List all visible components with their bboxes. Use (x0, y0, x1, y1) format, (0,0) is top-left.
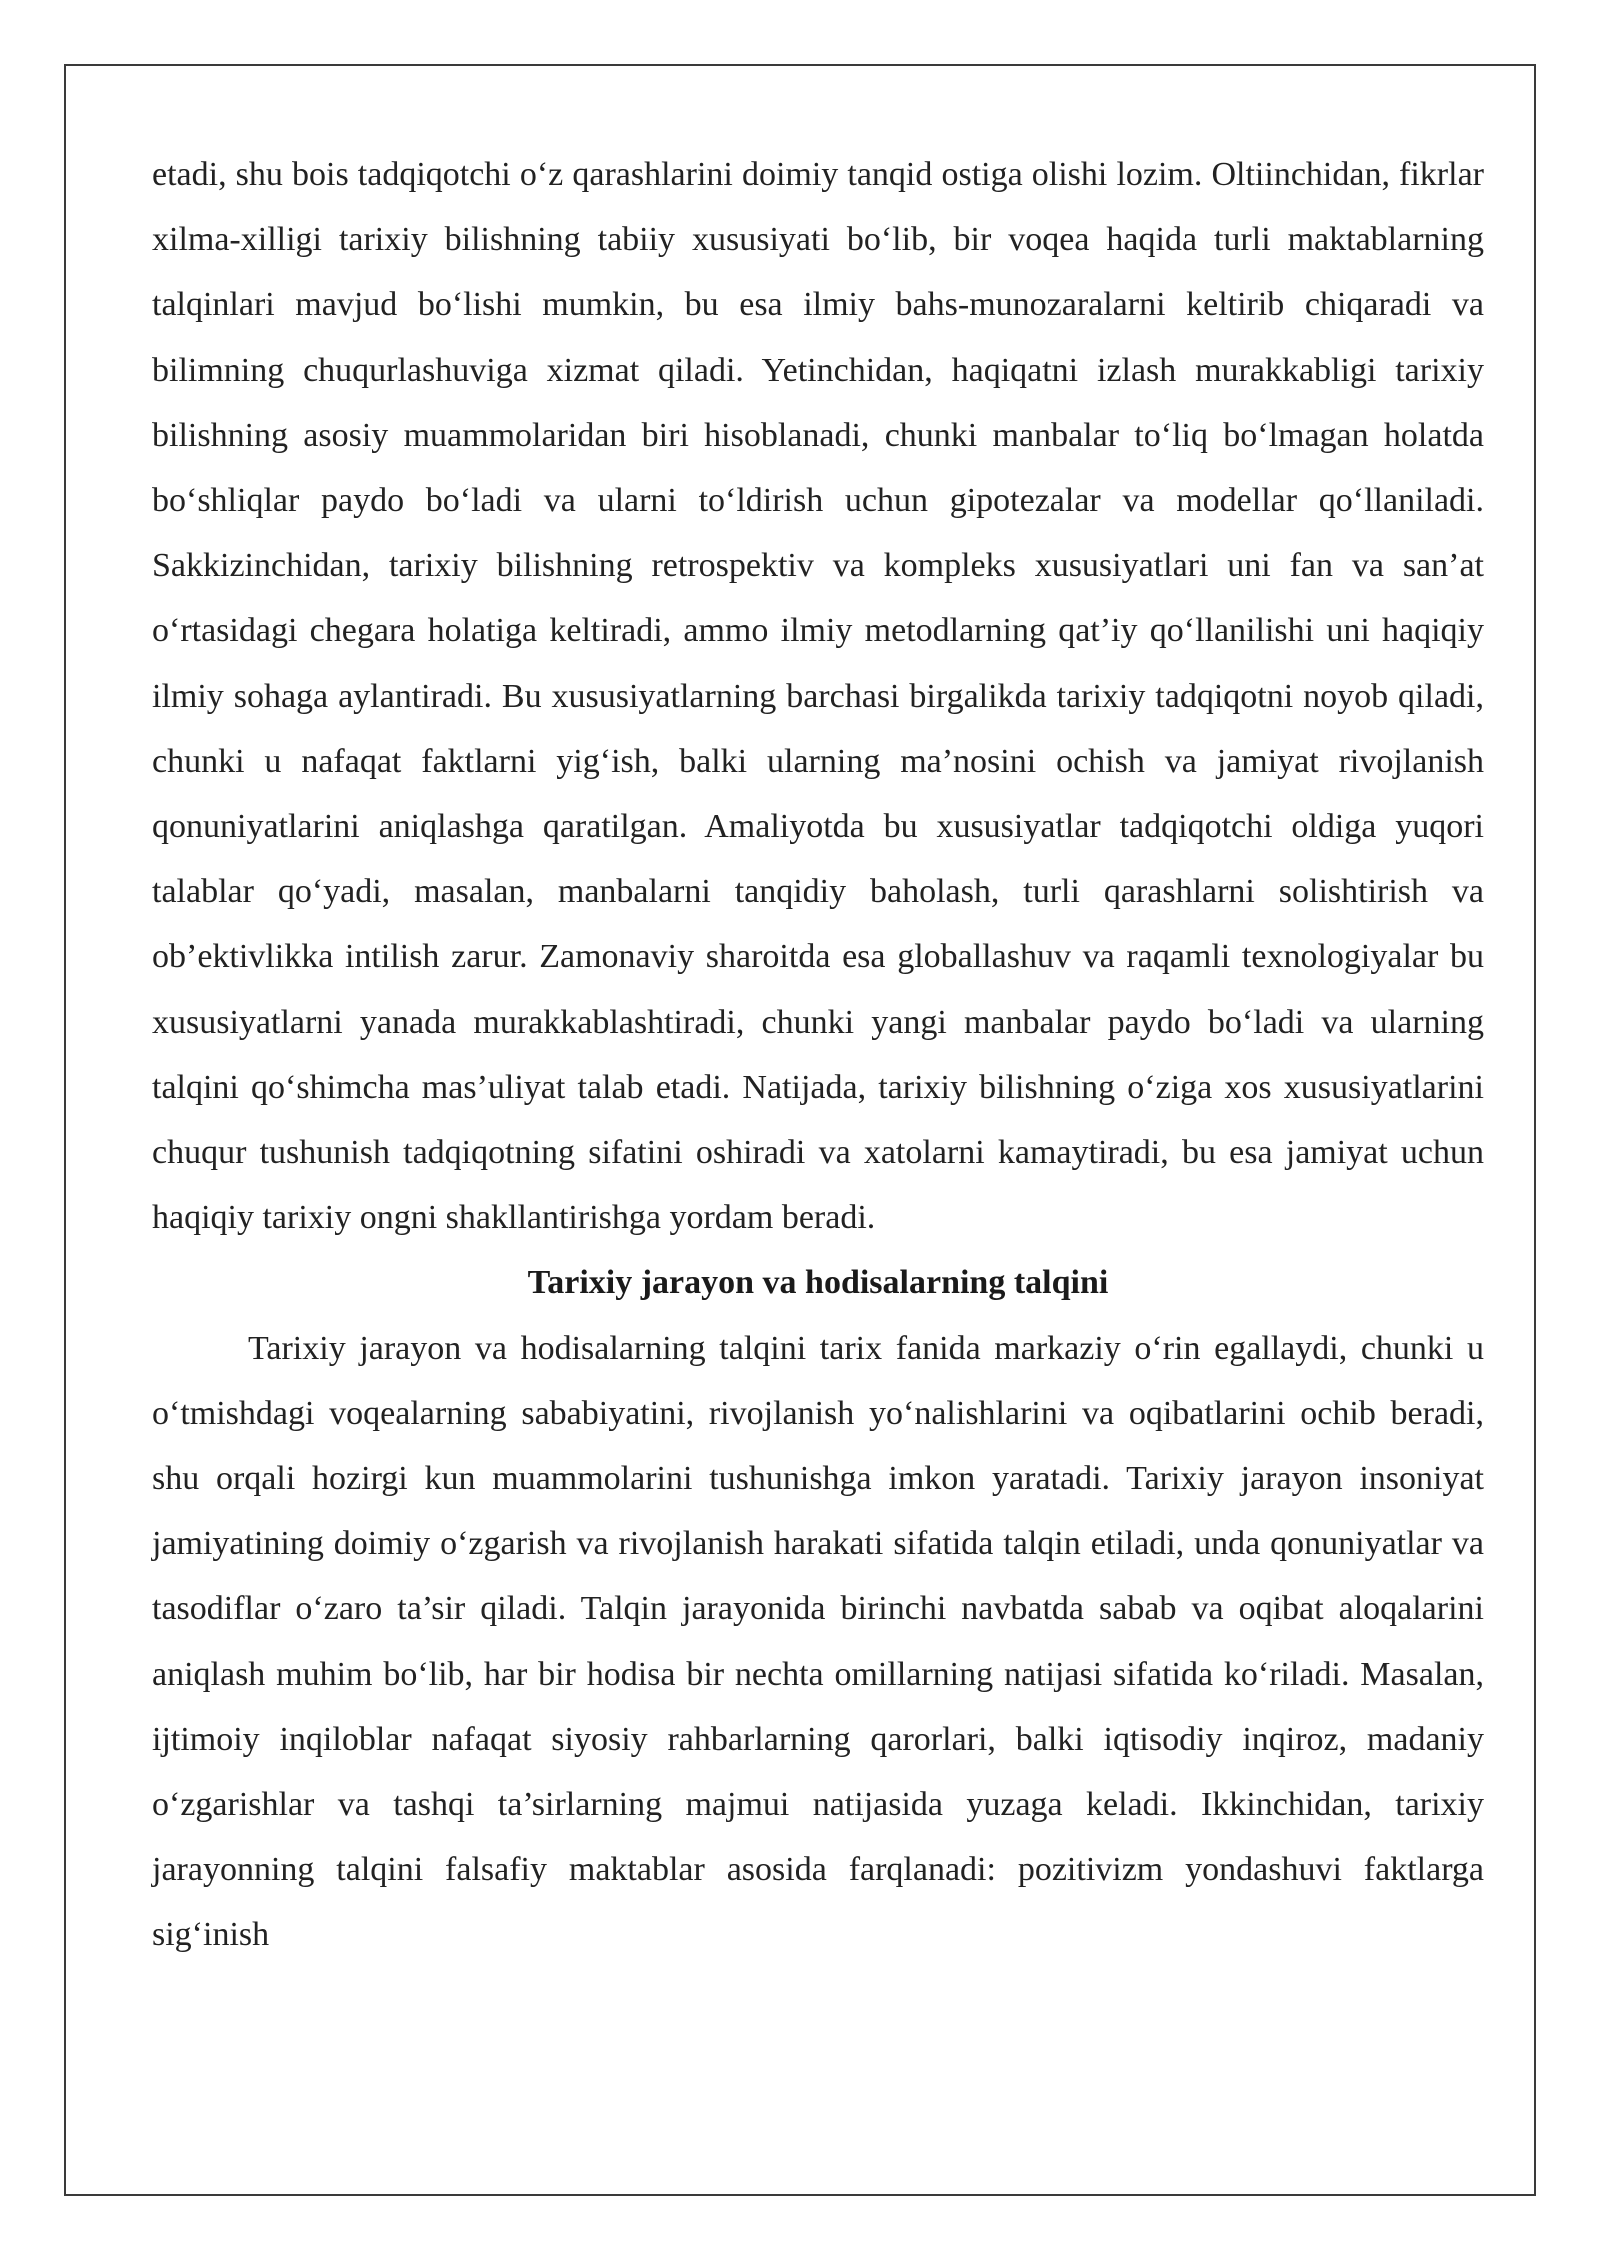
section-heading: Tarixiy jarayon va hodisalarning talqini (527, 1264, 1109, 1302)
document-body (152, 142, 1484, 1968)
body-paragraph: etadi, shu bois tadqiqotchi o‘z qarashlarini doimiy tanqid ostiga olishi lozim. Oltiinchidan, fikrlar xilma-xilligi tarixiy bilishning tabiiy xususiyati bo‘lib, bir voqea haqida turli maktablarning talqinlari mavjud bo‘lishi mumkin, bu esa ilmiy bahs-munozaralarni keltirib chiqaradi va bilimning chuqurlashuviga xizmat qiladi. Yetinchidan, haqiqatni izlash murakkabligi tarixiy bilishning asosiy muammolaridan biri hisoblanadi, chunki manbalar to‘liq bo‘lmagan holatda bo‘shliqlar paydo bo‘ladi va ularni to‘ldirish uchun gipotezalar va modellar qo‘llaniladi. Sakkizinchidan, tarixiy bilishning retrospektiv va kompleks xususiyatlari uni fan va san’at o‘rtasidagi chegara holatiga keltiradi, ammo ilmiy metodlarning qat’iy qo‘llanilishi uni haqiqiy ilmiy sohaga aylantiradi. Bu xususiyatlarning barchasi birgalikda tarixiy tadqiqotni noyob qiladi, chunki u nafaqat faktlarni yig‘ish, balki ularning ma’nosini ochish va jamiyat rivojlanish qonuniyatlarini aniqlashga qaratilgan. Amaliyotda bu xususiyatlar tadqiqotchi oldiga yuqori talablar qo‘yadi, masalan, manbalarni tanqidiy baholash, turli qarashlarni solishtirish va ob’ektivlikka intilish zarur. Zamonaviy sharoitda esa globallashuv va raqamli texnologiyalar bu xususiyatlarni yanada murakkablashtiradi, chunki yangi manbalar paydo bo‘ladi va ularning talqini qo‘shimcha mas’uliyat talab etadi. Natijada, tarixiy bilishning o‘ziga xos xususiyatlarini chuqur tushunish tadqiqotning sifatini oshiradi va xatolarni kamaytiradi, bu esa jamiyat uchun haqiqiy tarixiy ongni shakllantirishga yordam beradi. (152, 156, 1484, 1237)
body-paragraph: Tarixiy jarayon va hodisalarning talqini tarix fanida markaziy o‘rin egallaydi, chunki u o‘tmishdagi voqealarning sababiyatini, rivojlanish yo‘nalishlarini va oqibatlarini ochib beradi, shu orqali hozirgi kun muammolarini tushunishga imkon yaratadi. Tarixiy jarayon insoniyat jamiyatining doimiy o‘zgarish va rivojlanish harakati sifatida talqin etiladi, unda qonuniyatlar va tasodiflar o‘zaro ta’sir qiladi. Talqin jarayonida birinchi navbatda sabab va oqibat aloqalarini aniqlash muhim bo‘lib, har bir hodisa bir nechta omillarning natijasi sifatida ko‘riladi. Masalan, ijtimoiy inqiloblar nafaqat siyosiy rahbarlarning qarorlari, balki iqtisodiy inqiroz, madaniy o‘zgarishlar va tashqi ta’sirlarning majmui natijasida yuzaga keladi. Ikkinchidan, tarixiy jarayonning talqini falsafiy maktablar asosida farqlanadi: pozitivizm yondashuvi faktlarga sig‘inish (152, 1329, 1484, 1954)
